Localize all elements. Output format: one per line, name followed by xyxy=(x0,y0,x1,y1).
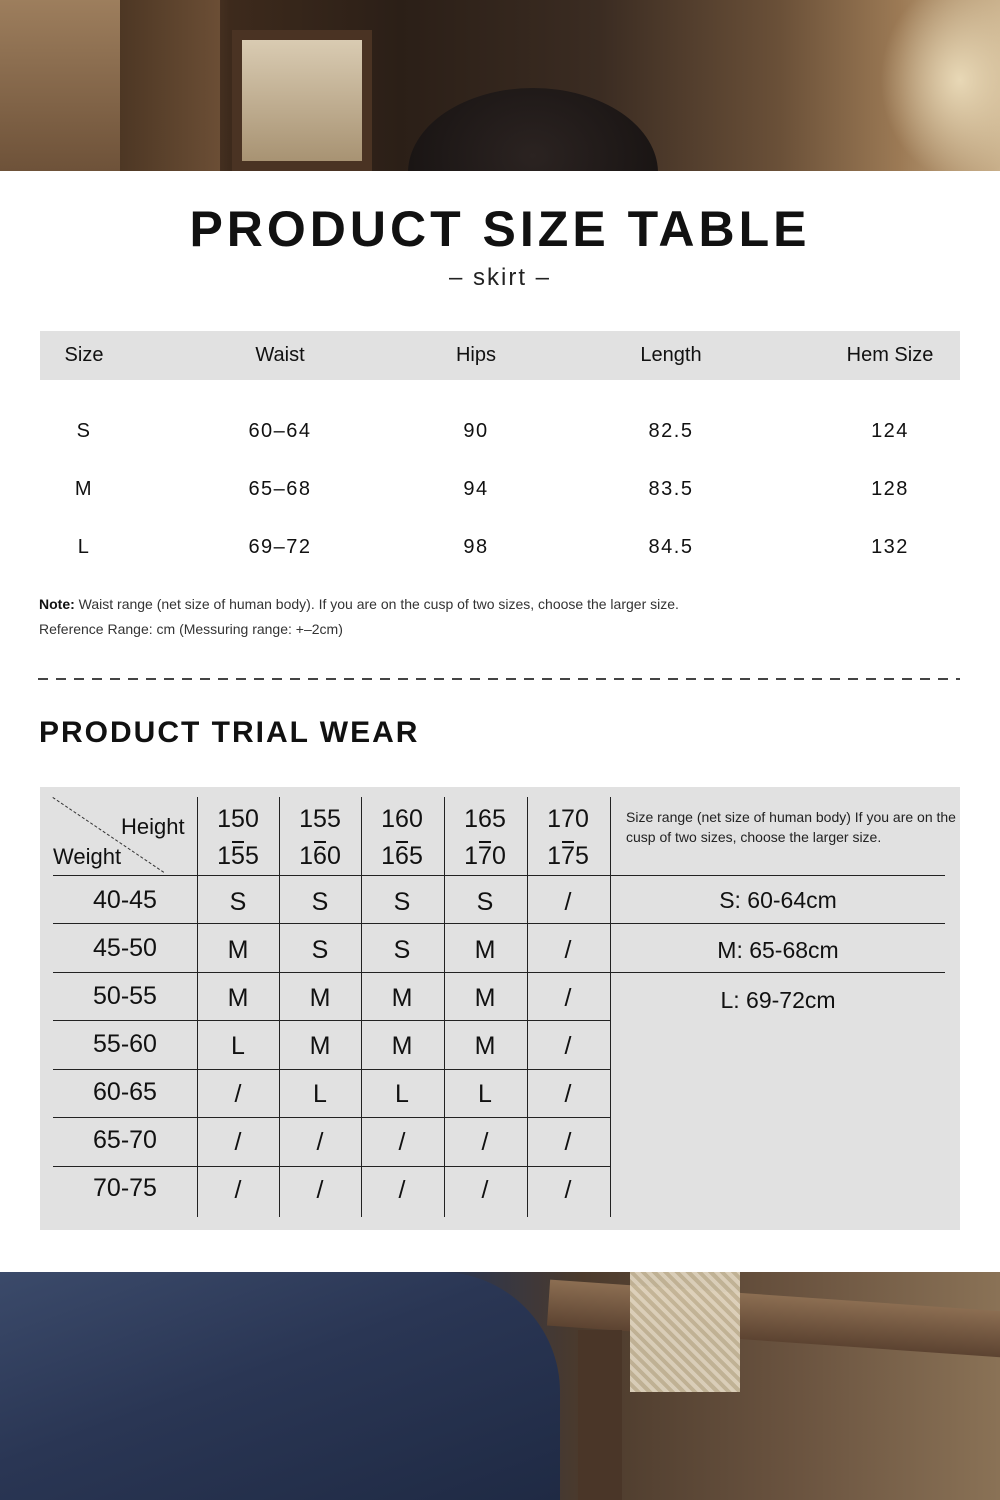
weight-label: 40-45 xyxy=(93,886,157,914)
trial-wear-title: PRODUCT TRIAL WEAR xyxy=(39,716,420,749)
grid-line xyxy=(53,1166,610,1167)
trial-wear-grid xyxy=(40,787,960,1230)
size-cell: / xyxy=(564,936,572,964)
size-cell: / xyxy=(398,1128,406,1156)
table-cell: M xyxy=(74,478,94,500)
size-cell: S xyxy=(393,936,411,964)
table-row xyxy=(40,469,960,509)
height-header xyxy=(361,801,443,875)
table-cell: 60–64 xyxy=(248,420,312,442)
bottom-photo xyxy=(0,1272,1000,1500)
size-cell: M xyxy=(474,936,496,964)
height-from: 170 xyxy=(547,805,589,833)
table-cell: 128 xyxy=(871,478,909,500)
window-frame xyxy=(232,30,372,171)
size-cell: M xyxy=(227,936,249,964)
wood-post xyxy=(120,0,220,171)
model-hair xyxy=(408,88,658,171)
light-glow xyxy=(880,0,1000,171)
table-cell: 124 xyxy=(871,420,909,442)
weight-label: 65-70 xyxy=(93,1126,157,1154)
size-cell: S xyxy=(229,888,247,916)
note-label: Note: xyxy=(39,596,75,612)
size-cell: M xyxy=(309,984,331,1012)
size-cell: / xyxy=(564,984,572,1012)
table-cell: 132 xyxy=(871,536,909,558)
range-value: S: 60-64cm xyxy=(719,887,837,913)
size-cell: / xyxy=(481,1128,489,1156)
column-header: Hem Size xyxy=(846,344,934,366)
size-table-header xyxy=(40,331,960,380)
corner-weight-label: Weight xyxy=(53,844,122,869)
weight-label: 50-55 xyxy=(93,982,157,1010)
bench-leg xyxy=(578,1330,622,1500)
table-cell: 90 xyxy=(463,420,489,442)
range-value: L: 69-72cm xyxy=(720,987,836,1013)
grid-line xyxy=(53,1069,610,1070)
column-header: Length xyxy=(640,344,702,366)
size-cell: L xyxy=(313,1080,327,1108)
size-cell: M xyxy=(474,984,496,1012)
section-divider xyxy=(38,678,960,680)
size-cell: S xyxy=(393,888,411,916)
table-cell: L xyxy=(77,536,91,558)
range-value: M: 65-68cm xyxy=(717,937,839,963)
lace-fabric xyxy=(630,1272,740,1392)
size-cell: / xyxy=(316,1176,324,1204)
size-table-subtitle: – skirt – xyxy=(448,264,552,291)
table-cell: 84.5 xyxy=(648,536,694,558)
note-text: Waist range (net size of human body). If you are on the cusp of two sizes, choose the larger size. xyxy=(74,596,679,612)
table-cell: 82.5 xyxy=(648,420,694,442)
weight-label: 55-60 xyxy=(93,1030,157,1058)
wood-plank xyxy=(0,0,120,171)
column-header: Hips xyxy=(455,344,497,366)
column-header: Size xyxy=(64,344,104,366)
weight-label: 45-50 xyxy=(93,934,157,962)
size-range-note: Size range (net size of human body) If you are on the cusp of two sizes, choose the larger size. xyxy=(626,809,956,845)
table-row xyxy=(40,411,960,451)
table-cell: 94 xyxy=(463,478,489,500)
height-header xyxy=(527,801,609,875)
size-cell: L xyxy=(231,1032,245,1060)
top-photo xyxy=(0,0,1000,171)
grid-line xyxy=(53,875,945,876)
size-cell: M xyxy=(474,1032,496,1060)
height-to: 175 xyxy=(527,838,609,875)
height-to: 155 xyxy=(197,838,279,875)
height-to: 170 xyxy=(444,838,526,875)
table-cell: 98 xyxy=(463,536,489,558)
size-cell: / xyxy=(564,888,572,916)
size-note xyxy=(39,596,679,612)
weight-label: 70-75 xyxy=(93,1174,157,1202)
size-cell: M xyxy=(227,984,249,1012)
grid-line xyxy=(53,1020,610,1021)
size-cell: / xyxy=(564,1176,572,1204)
column-header: Waist xyxy=(255,344,305,366)
size-cell: / xyxy=(234,1128,242,1156)
size-cell: / xyxy=(564,1128,572,1156)
size-cell: L xyxy=(478,1080,492,1108)
size-cell: / xyxy=(234,1080,242,1108)
height-from: 150 xyxy=(217,805,259,833)
size-cell: / xyxy=(564,1032,572,1060)
table-row xyxy=(40,527,960,567)
table-cell: 83.5 xyxy=(648,478,694,500)
size-cell: / xyxy=(316,1128,324,1156)
grid-line xyxy=(53,1117,610,1118)
size-cell: S xyxy=(476,888,494,916)
table-cell: S xyxy=(76,420,92,442)
size-cell: / xyxy=(234,1176,242,1204)
size-cell: / xyxy=(564,1080,572,1108)
size-cell: / xyxy=(398,1176,406,1204)
size-cell: M xyxy=(309,1032,331,1060)
size-table-title: PRODUCT SIZE TABLE xyxy=(189,201,811,257)
height-to: 160 xyxy=(279,838,361,875)
height-to: 165 xyxy=(361,838,443,875)
weight-label: 60-65 xyxy=(93,1078,157,1106)
height-from: 165 xyxy=(464,805,506,833)
height-header xyxy=(444,801,526,875)
table-cell: 65–68 xyxy=(248,478,312,500)
denim-skirt xyxy=(0,1272,560,1500)
height-header xyxy=(279,801,361,875)
size-cell: S xyxy=(311,936,329,964)
size-cell: / xyxy=(481,1176,489,1204)
grid-line xyxy=(53,972,945,973)
height-from: 160 xyxy=(381,805,423,833)
table-cell: 69–72 xyxy=(248,536,312,558)
corner-height-label: Height xyxy=(121,814,185,839)
reference-range: Reference Range: cm (Messuring range: +–2cm) xyxy=(39,621,343,637)
size-cell: M xyxy=(391,984,413,1012)
size-cell: M xyxy=(391,1032,413,1060)
size-cell: S xyxy=(311,888,329,916)
grid-line xyxy=(53,923,945,924)
height-from: 155 xyxy=(299,805,341,833)
height-header xyxy=(197,801,279,875)
size-cell: L xyxy=(395,1080,409,1108)
